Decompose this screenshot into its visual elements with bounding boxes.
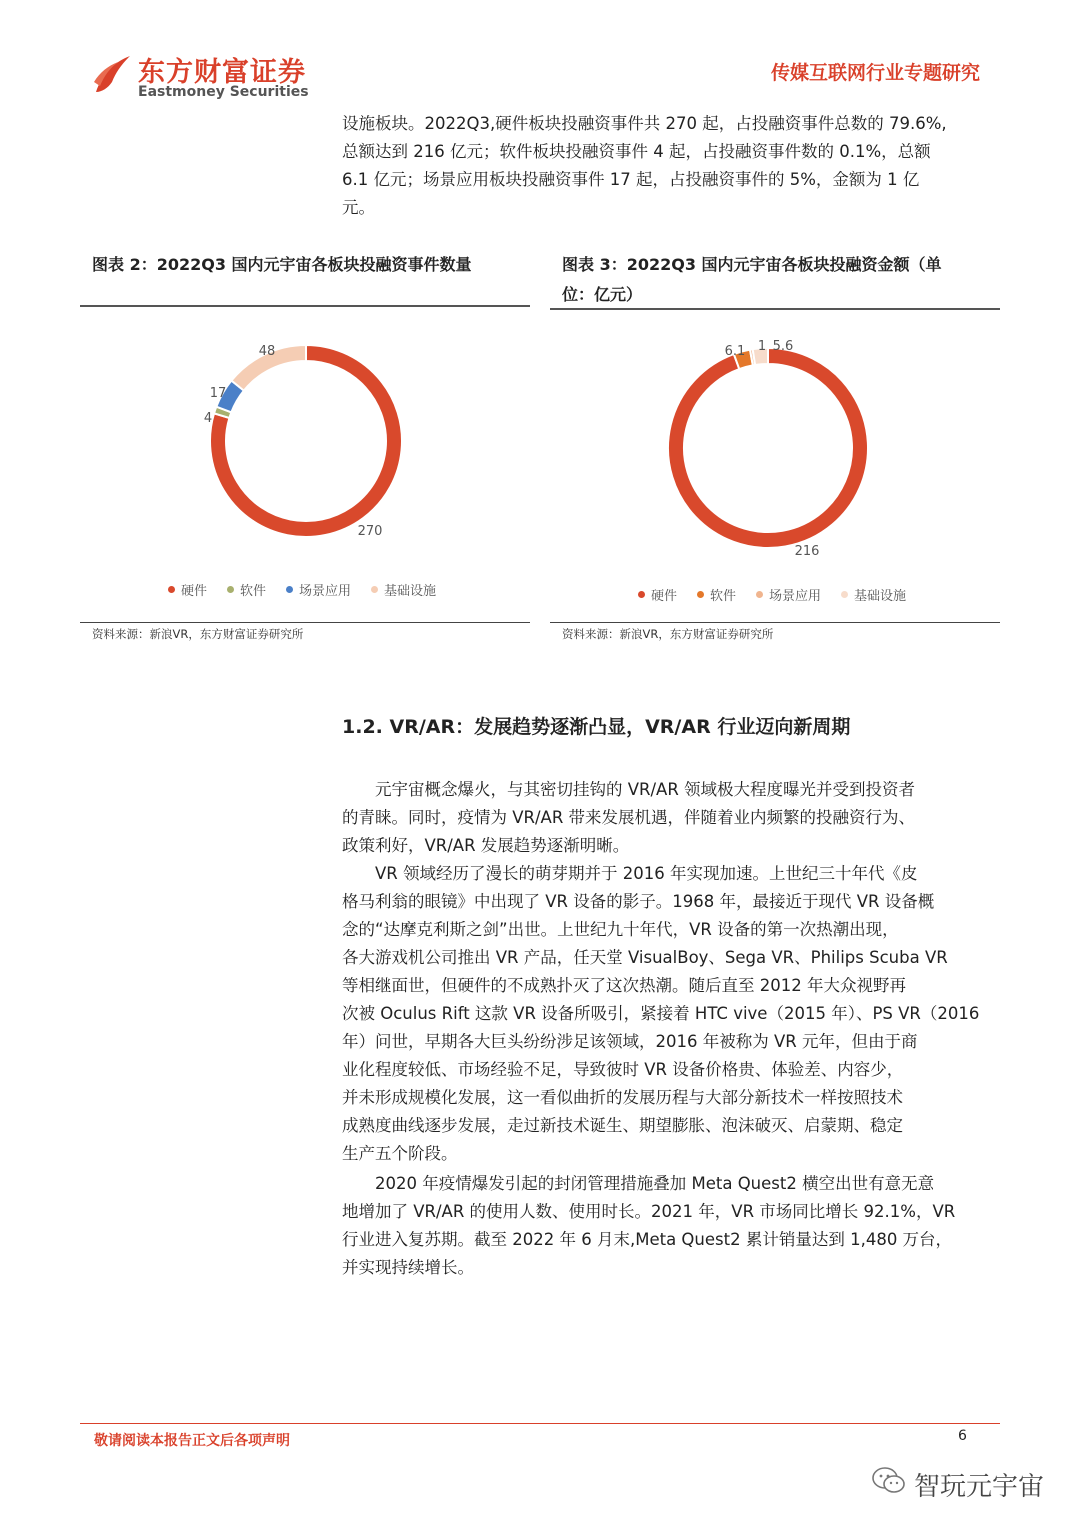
figure-bottom-rule [550, 622, 1000, 623]
text-line: 生产五个阶段。 [342, 1144, 458, 1163]
report-type: 传媒互联网行业专题研究 [770, 62, 980, 84]
legend-item-software [697, 585, 736, 604]
body-paragraph-3 [342, 1170, 988, 1282]
chart-legend [168, 580, 436, 599]
text-line: 年）问世，早期各大巨头纷纷涉足该领域，2016 年被称为 VR 元年，但由于商 [342, 1032, 918, 1051]
data-label: 5.6 [772, 339, 794, 354]
data-label: 6.1 [724, 344, 746, 359]
legend-item-infra [841, 585, 906, 604]
section-heading: 1.2. VR/AR：发展趋势逐渐凸显，VR/AR 行业迈向新周期 [342, 716, 851, 738]
donut-chart-event-count [180, 320, 440, 560]
text-line: 并实现持续增长。 [342, 1258, 474, 1277]
text-line: 行业进入复苏期。截至 2022 年 6 月末,Meta Quest2 累计销量达到 1,480 万台， [342, 1230, 953, 1249]
figure-2-source: 资料来源：新浪VR，东方财富证券研究所 [92, 627, 304, 641]
data-label: 270 [357, 524, 383, 539]
legend-label: 场景应用 [299, 584, 352, 599]
body-paragraph-1 [342, 776, 988, 860]
text-line: 并未形成规模化发展，这一看似曲折的发展历程与大部分新技术一样按照技术 [342, 1088, 903, 1107]
legend-label: 软件 [710, 589, 737, 604]
legend-item-software [227, 580, 266, 599]
data-label: 17 [209, 386, 227, 401]
text-line: 元。 [342, 198, 375, 217]
wechat-icon [872, 1466, 906, 1503]
brand-logo-icon [92, 52, 134, 96]
body-paragraph-2 [342, 860, 988, 1168]
donut-slice-1 [668, 348, 868, 548]
data-label: 4 [203, 411, 213, 426]
figure-3-title-line2: 位：亿元） [562, 285, 643, 304]
disclaimer-text: 敬请阅读本报告正文后各项声明 [94, 1433, 290, 1449]
data-label: 48 [258, 344, 276, 359]
figure-3-source: 资料来源：新浪VR，东方财富证券研究所 [562, 627, 774, 641]
text-line: 6.1 亿元；场景应用板块投融资事件 17 起，占投融资事件的 5%，金额为 1 亿 [342, 170, 920, 189]
legend-label: 场景应用 [769, 589, 822, 604]
figure-2-title: 图表 2：2022Q3 国内元宇宙各板块投融资事件数量 [92, 255, 472, 274]
brand-name-cn: 东方财富证券 [138, 57, 306, 88]
intro-paragraph [342, 110, 988, 222]
page-number: 6 [958, 1428, 967, 1444]
text-line: 政策利好，VR/AR 发展趋势逐渐明晰。 [342, 836, 630, 855]
legend-label: 软件 [240, 584, 267, 599]
wechat-watermark [872, 1466, 1044, 1503]
brand-name-en: Eastmoney Securities [138, 84, 309, 100]
footer-rule [80, 1423, 1000, 1424]
figure-top-rule [80, 305, 530, 307]
wechat-account-name: 智玩元宇宙 [913, 1472, 1044, 1502]
text-line: 的青睐。同时，疫情为 VR/AR 带来发展机遇，伴随着业内频繁的投融资行为、 [342, 808, 916, 827]
legend-item-hardware [168, 580, 207, 599]
text-line: 念的“达摩克利斯之剑”出世。上世纪九十年代，VR 设备的第一次热潮出现， [342, 920, 899, 939]
text-line: 各大游戏机公司推出 VR 产品，任天堂 VisualBoy、Sega VR、Philips Scuba VR [342, 948, 948, 967]
legend-item-infra [371, 580, 436, 599]
text-line: 次被 Oculus Rift 这款 VR 设备所吸引，紧接着 HTC vive（2015 年）、PS VR（2016 [342, 1004, 980, 1023]
legend-item-hardware [638, 585, 677, 604]
text-line: VR 领域经历了漫长的萌芽期并于 2016 年实现加速。上世纪三十年代《皮 [375, 864, 918, 883]
legend-item-scene [286, 580, 351, 599]
legend-label: 硬件 [651, 589, 678, 604]
donut-chart-investment-amount [650, 326, 910, 571]
legend-label: 基础设施 [384, 584, 437, 599]
legend-label: 基础设施 [854, 589, 907, 604]
data-label: 1 [757, 339, 767, 354]
text-line: 元宇宙概念爆火，与其密切挂钩的 VR/AR 领域极大程度曝光并受到投资者 [375, 780, 916, 799]
legend-item-scene [756, 585, 821, 604]
text-line: 格马利翁的眼镜》中出现了 VR 设备的影子。1968 年，最接近于现代 VR 设备概 [342, 892, 935, 911]
data-label: 216 [794, 544, 820, 559]
text-line: 设施板块。2022Q3,硬件板块投融资事件共 270 起，占投融资事件总数的 79.6%, [342, 114, 947, 133]
text-line: 业化程度较低、市场经验不足，导致彼时 VR 设备价格贵、体验差、内容少， [342, 1060, 904, 1079]
figure-3-title-line1: 图表 3：2022Q3 国内元宇宙各板块投融资金额（单 [562, 255, 942, 274]
text-line: 总额达到 216 亿元；软件板块投融资事件 4 起，占投融资事件数的 0.1%，总额 [342, 142, 931, 161]
text-line: 地增加了 VR/AR 的使用人数、使用时长。2021 年，VR 市场同比增长 92.1%，VR [342, 1202, 956, 1221]
text-line: 2020 年疫情爆发引起的封闭管理措施叠加 Meta Quest2 横空出世有意无意 [375, 1174, 935, 1193]
text-line: 成熟度曲线逐步发展，走过新技术诞生、期望膨胀、泡沫破灭、启蒙期、稳定 [342, 1116, 903, 1135]
text-line: 等相继面世，但硬件的不成熟扑灭了这次热潮。随后直至 2012 年大众视野再 [342, 976, 906, 995]
legend-label: 硬件 [181, 584, 208, 599]
chart-legend [638, 585, 906, 604]
figure-top-rule [550, 308, 1000, 310]
figure-bottom-rule [80, 622, 530, 623]
